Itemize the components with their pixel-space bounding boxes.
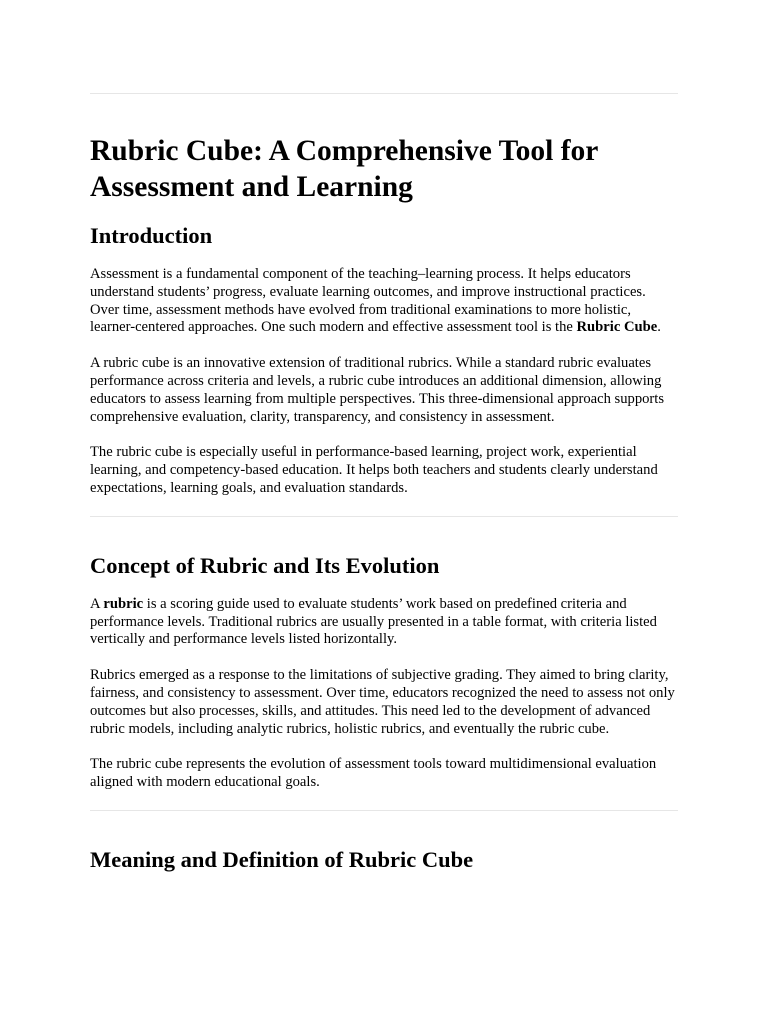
section-divider [90, 810, 678, 811]
section-heading-introduction: Introduction [90, 223, 213, 248]
paragraph: Assessment is a fundamental component of the teaching–learning process. It helps educators understand students’ progress, evaluate learning outcomes, and improve instructional practices. Over time, assessment methods have evolved from traditional examinations to more holistic, learner-centered approaches. One such modern and effective assessment tool is the Rubric Cube. [90, 266, 661, 336]
paragraph: The rubric cube represents the evolution of assessment tools toward multidimensional evaluation aligned with modern educational goals. [90, 756, 657, 791]
section-divider [90, 516, 678, 517]
paragraph: A rubric cube is an innovative extension of traditional rubrics. While a standard rubric evaluates performance across criteria and levels, a rubric cube introduces an additional dimension, allowing educators to assess learning from multiple perspectives. This three-dimensional approach supports comprehensive evaluation, clarity, transparency, and consistency in assessment. [90, 355, 665, 425]
section-heading-concept: Concept of Rubric and Its Evolution [90, 552, 440, 578]
bold-term: Rubric Cube [576, 319, 658, 336]
bold-term: rubric [103, 595, 144, 612]
paragraph: A rubric is a scoring guide used to evaluate students’ work based on predefined criteria and performance levels. Traditional rubrics are usually presented in a table format, with criteria listed vertically and performance levels listed horizontally. [90, 595, 657, 648]
paragraph: Rubrics emerged as a response to the limitations of subjective grading. They aimed to bring clarity, fairness, and consistency to assessment. Over time, educators recognized the need to assess not only outcomes but also processes, skills, and attitudes. This need led to the development of advanced rubric models, including analytic rubrics, holistic rubrics, and eventually the rubric cube. [90, 667, 675, 737]
section-heading-meaning: Meaning and Definition of Rubric Cube [90, 846, 474, 872]
top-divider [90, 93, 678, 94]
page-title: Rubric Cube: A Comprehensive Tool for Assessment and Learning [90, 135, 598, 203]
document-page [90, 0, 678, 874]
paragraph: The rubric cube is especially useful in performance-based learning, project work, experiential learning, and competency-based education. It helps both teachers and students clearly understand expectations, learning goals, and evaluation standards. [90, 444, 658, 496]
